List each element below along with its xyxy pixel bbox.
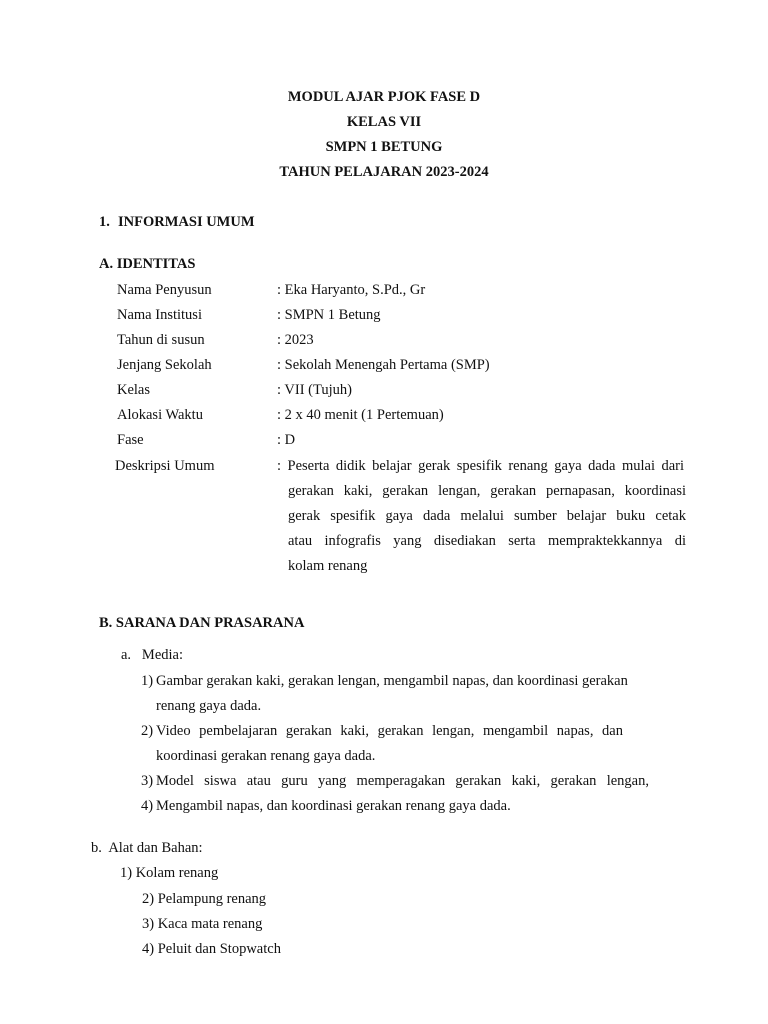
deskripsi-label: Deskripsi Umum xyxy=(115,458,215,474)
doc-year: TAHUN PELAJARAN 2023-2024 xyxy=(279,164,489,180)
media-item-text: Model siswa atau guru yang memperagakan gerakan kaki, gerakan lengan, xyxy=(156,773,649,789)
media-item-text: koordinasi gerakan renang gaya dada. xyxy=(156,748,376,764)
deskripsi-line: gerakan kaki, gerakan lengan, gerakan pernapasan, koordinasi xyxy=(288,483,686,499)
doc-class: KELAS VII xyxy=(346,114,422,130)
media-item-number: 3) xyxy=(141,773,154,789)
section-number: 1. xyxy=(99,214,110,230)
alat-item: 2) Pelampung renang xyxy=(142,891,267,907)
media-item-text: renang gaya dada. xyxy=(156,698,262,714)
media-item-text: Video pembelajaran gerakan kaki, gerakan lengan, mengambil napas, dan xyxy=(156,723,623,739)
identity-label: Fase xyxy=(117,432,144,448)
identity-label: Nama Institusi xyxy=(117,307,202,323)
identity-label: Jenjang Sekolah xyxy=(117,357,212,373)
alat-item: 4) Peluit dan Stopwatch xyxy=(142,941,281,957)
media-item-number: 1) xyxy=(141,673,154,689)
deskripsi-line: kolam renang xyxy=(288,558,368,574)
doc-title: MODUL AJAR PJOK FASE D xyxy=(287,89,481,105)
alat-item: 1) Kolam renang xyxy=(120,865,219,881)
media-item-number: 2) xyxy=(141,723,154,739)
identity-label: Kelas xyxy=(117,382,151,398)
media-item-text: Gambar gerakan kaki, gerakan lengan, mengambil napas, dan koordinasi gerakan xyxy=(156,673,628,689)
identity-value: : 2 x 40 menit (1 Pertemuan) xyxy=(277,407,444,423)
media-label: a. Media: xyxy=(121,647,184,663)
sarana-heading: B. SARANA DAN PRASARANA xyxy=(99,615,305,631)
alat-label: b. Alat dan Bahan: xyxy=(91,840,203,856)
identity-label: Tahun di susun xyxy=(117,332,205,348)
media-item-number: 4) xyxy=(141,798,154,814)
identity-value: : Eka Haryanto, S.Pd., Gr xyxy=(277,282,426,298)
media-item-text: Mengambil napas, dan koordinasi gerakan renang gaya dada. xyxy=(156,798,511,814)
identity-value: : SMPN 1 Betung xyxy=(277,307,381,323)
deskripsi-line: atau infografis yang disediakan serta mempraktekkannya di xyxy=(288,533,686,549)
identity-value: : D xyxy=(277,432,296,448)
alat-item: 3) Kaca mata renang xyxy=(142,916,263,932)
identity-value: : Sekolah Menengah Pertama (SMP) xyxy=(277,357,490,373)
identity-value: : 2023 xyxy=(277,332,314,348)
identity-label: Nama Penyusun xyxy=(117,282,212,298)
doc-school: SMPN 1 BETUNG xyxy=(325,139,443,155)
identitas-heading: A. IDENTITAS xyxy=(99,256,196,272)
deskripsi-line: : Peserta didik belajar gerak spesifik renang gaya dada mulai dari xyxy=(277,458,684,474)
section-title: INFORMASI UMUM xyxy=(118,214,255,230)
deskripsi-line: gerak spesifik gaya dada melalui sumber belajar buku cetak xyxy=(288,508,686,524)
identity-value: : VII (Tujuh) xyxy=(277,382,352,398)
identity-label: Alokasi Waktu xyxy=(117,407,203,423)
